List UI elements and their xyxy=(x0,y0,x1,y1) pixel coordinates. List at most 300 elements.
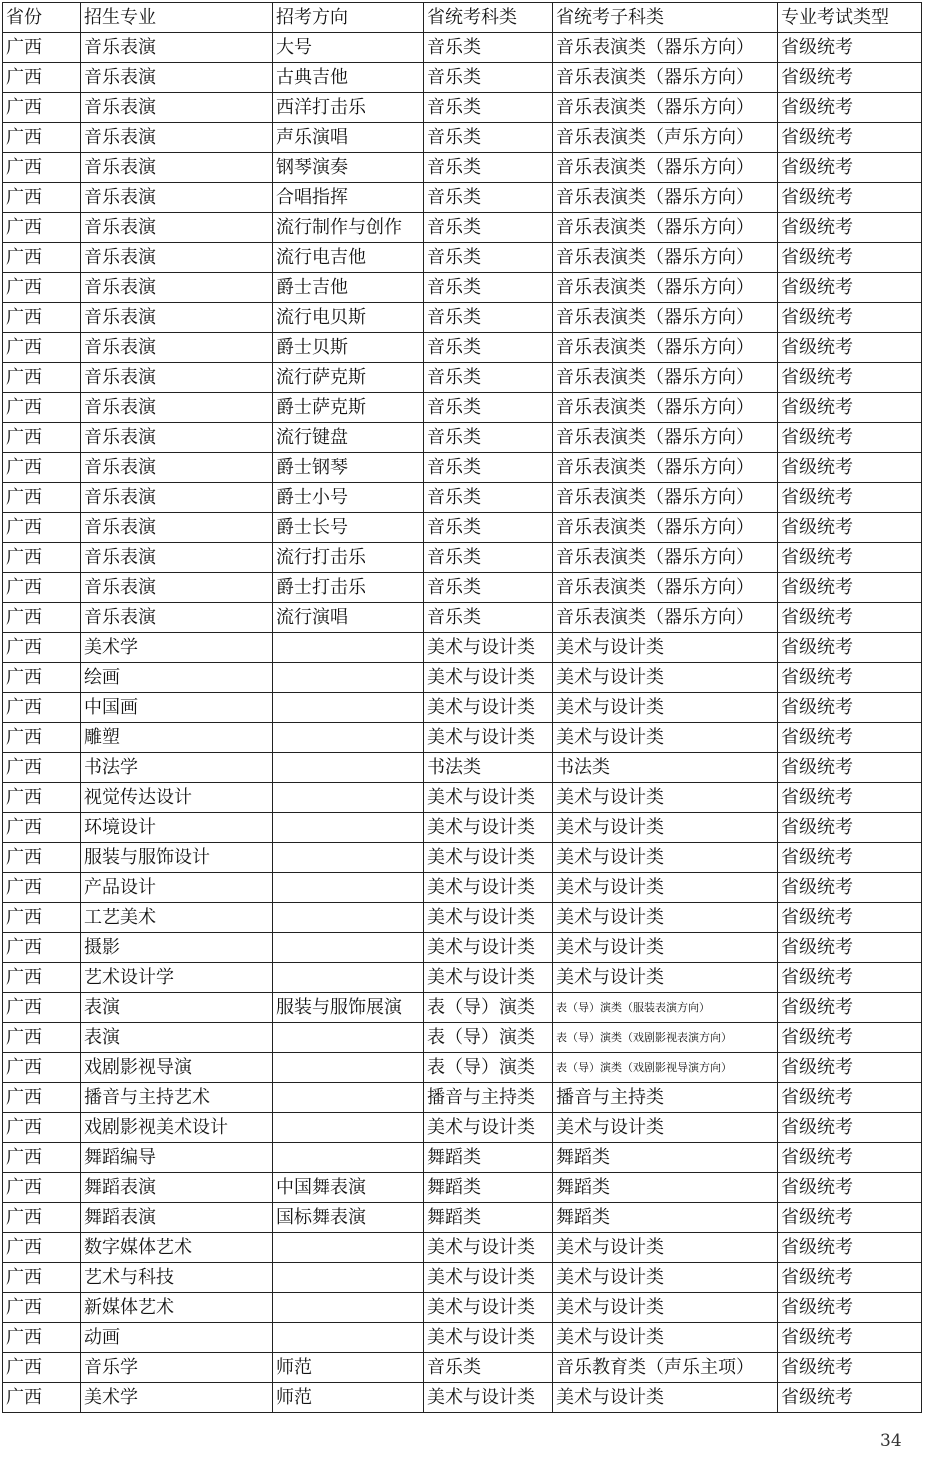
table-row xyxy=(3,723,922,753)
exam-type-cell: 省级统考 xyxy=(778,903,922,933)
province-cell: 广西 xyxy=(3,153,81,183)
exam-type-cell: 省级统考 xyxy=(778,753,922,783)
table-row xyxy=(3,873,922,903)
table-row xyxy=(3,783,922,813)
exam-category-cell: 美术与设计类 xyxy=(424,933,553,963)
direction-cell: 流行键盘 xyxy=(273,423,424,453)
table-row xyxy=(3,1203,922,1233)
province-cell: 广西 xyxy=(3,33,81,63)
major-cell: 产品设计 xyxy=(81,873,273,903)
direction-cell xyxy=(273,1083,424,1113)
exam-subcategory-cell: 美术与设计类 xyxy=(553,1233,778,1263)
province-cell: 广西 xyxy=(3,723,81,753)
major-cell: 音乐表演 xyxy=(81,483,273,513)
province-cell: 广西 xyxy=(3,1323,81,1353)
exam-category-cell: 舞蹈类 xyxy=(424,1173,553,1203)
major-cell: 美术学 xyxy=(81,633,273,663)
exam-type-cell: 省级统考 xyxy=(778,1023,922,1053)
exam-category-cell: 美术与设计类 xyxy=(424,843,553,873)
table-row xyxy=(3,153,922,183)
table-body xyxy=(3,33,922,1413)
direction-cell xyxy=(273,1293,424,1323)
table-row xyxy=(3,633,922,663)
direction-cell xyxy=(273,1143,424,1173)
exam-type-cell: 省级统考 xyxy=(778,1143,922,1173)
exam-subcategory-cell: 音乐表演类（器乐方向） xyxy=(553,333,778,363)
exam-type-cell: 省级统考 xyxy=(778,1053,922,1083)
table-row xyxy=(3,1383,922,1413)
exam-type-cell: 省级统考 xyxy=(778,93,922,123)
exam-category-cell: 美术与设计类 xyxy=(424,663,553,693)
direction-cell: 服装与服饰展演 xyxy=(273,993,424,1023)
table-row xyxy=(3,963,922,993)
direction-cell: 流行打击乐 xyxy=(273,543,424,573)
exam-subcategory-cell: 美术与设计类 xyxy=(553,813,778,843)
table-row xyxy=(3,93,922,123)
direction-cell xyxy=(273,1113,424,1143)
province-cell: 广西 xyxy=(3,393,81,423)
exam-type-cell: 省级统考 xyxy=(778,993,922,1023)
major-cell: 音乐表演 xyxy=(81,303,273,333)
exam-type-cell: 省级统考 xyxy=(778,543,922,573)
exam-type-cell: 省级统考 xyxy=(778,573,922,603)
exam-type-cell: 省级统考 xyxy=(778,183,922,213)
exam-type-cell: 省级统考 xyxy=(778,333,922,363)
exam-type-cell: 省级统考 xyxy=(778,423,922,453)
exam-category-cell: 书法类 xyxy=(424,753,553,783)
exam-category-cell: 播音与主持类 xyxy=(424,1083,553,1113)
direction-cell: 钢琴演奏 xyxy=(273,153,424,183)
exam-category-cell: 音乐类 xyxy=(424,393,553,423)
exam-subcategory-cell: 美术与设计类 xyxy=(553,1293,778,1323)
province-cell: 广西 xyxy=(3,573,81,603)
exam-type-cell: 省级统考 xyxy=(778,1323,922,1353)
admissions-table xyxy=(2,2,922,1413)
province-cell: 广西 xyxy=(3,813,81,843)
province-cell: 广西 xyxy=(3,963,81,993)
major-cell: 音乐表演 xyxy=(81,183,273,213)
province-cell: 广西 xyxy=(3,1203,81,1233)
direction-cell xyxy=(273,1023,424,1053)
exam-subcategory-cell: 音乐表演类（器乐方向） xyxy=(553,393,778,423)
province-cell: 广西 xyxy=(3,1353,81,1383)
exam-category-cell: 音乐类 xyxy=(424,243,553,273)
exam-category-cell: 音乐类 xyxy=(424,63,553,93)
direction-cell: 合唱指挥 xyxy=(273,183,424,213)
exam-type-cell: 省级统考 xyxy=(778,1233,922,1263)
table-row xyxy=(3,1353,922,1383)
exam-type-cell: 省级统考 xyxy=(778,393,922,423)
major-cell: 音乐表演 xyxy=(81,123,273,153)
exam-category-cell: 美术与设计类 xyxy=(424,723,553,753)
header-direction: 招考方向 xyxy=(273,3,424,33)
major-cell: 表演 xyxy=(81,993,273,1023)
exam-category-cell: 音乐类 xyxy=(424,543,553,573)
exam-subcategory-cell: 播音与主持类 xyxy=(553,1083,778,1113)
exam-category-cell: 表（导）演类 xyxy=(424,1023,553,1053)
exam-type-cell: 省级统考 xyxy=(778,1113,922,1143)
major-cell: 音乐表演 xyxy=(81,273,273,303)
table-row xyxy=(3,63,922,93)
direction-cell xyxy=(273,963,424,993)
province-cell: 广西 xyxy=(3,1143,81,1173)
exam-category-cell: 美术与设计类 xyxy=(424,1383,553,1413)
exam-category-cell: 美术与设计类 xyxy=(424,903,553,933)
exam-subcategory-cell: 美术与设计类 xyxy=(553,693,778,723)
table-row xyxy=(3,693,922,723)
direction-cell: 师范 xyxy=(273,1353,424,1383)
province-cell: 广西 xyxy=(3,783,81,813)
major-cell: 绘画 xyxy=(81,663,273,693)
major-cell: 音乐表演 xyxy=(81,153,273,183)
table-header-row xyxy=(3,3,922,33)
exam-subcategory-cell: 美术与设计类 xyxy=(553,783,778,813)
exam-category-cell: 美术与设计类 xyxy=(424,1233,553,1263)
exam-subcategory-cell: 表（导）演类（戏剧影视导演方向） xyxy=(553,1053,778,1083)
major-cell: 音乐表演 xyxy=(81,603,273,633)
exam-subcategory-cell: 美术与设计类 xyxy=(553,963,778,993)
exam-type-cell: 省级统考 xyxy=(778,363,922,393)
exam-category-cell: 音乐类 xyxy=(424,183,553,213)
exam-type-cell: 省级统考 xyxy=(778,963,922,993)
exam-type-cell: 省级统考 xyxy=(778,843,922,873)
exam-type-cell: 省级统考 xyxy=(778,1353,922,1383)
direction-cell: 声乐演唱 xyxy=(273,123,424,153)
exam-subcategory-cell: 音乐表演类（声乐方向） xyxy=(553,123,778,153)
header-exam-type: 专业考试类型 xyxy=(778,3,922,33)
direction-cell xyxy=(273,1053,424,1083)
major-cell: 舞蹈编导 xyxy=(81,1143,273,1173)
major-cell: 音乐表演 xyxy=(81,543,273,573)
table-row xyxy=(3,543,922,573)
exam-category-cell: 美术与设计类 xyxy=(424,633,553,663)
exam-subcategory-cell: 音乐表演类（器乐方向） xyxy=(553,243,778,273)
table-row xyxy=(3,213,922,243)
major-cell: 音乐表演 xyxy=(81,423,273,453)
exam-type-cell: 省级统考 xyxy=(778,1293,922,1323)
direction-cell: 国标舞表演 xyxy=(273,1203,424,1233)
exam-type-cell: 省级统考 xyxy=(778,723,922,753)
province-cell: 广西 xyxy=(3,363,81,393)
direction-cell xyxy=(273,663,424,693)
table-row xyxy=(3,933,922,963)
table-row xyxy=(3,303,922,333)
direction-cell: 爵士吉他 xyxy=(273,273,424,303)
province-cell: 广西 xyxy=(3,1053,81,1083)
exam-category-cell: 美术与设计类 xyxy=(424,1293,553,1323)
exam-category-cell: 美术与设计类 xyxy=(424,1323,553,1353)
major-cell: 音乐表演 xyxy=(81,363,273,393)
table-row xyxy=(3,1113,922,1143)
exam-subcategory-cell: 舞蹈类 xyxy=(553,1143,778,1173)
exam-type-cell: 省级统考 xyxy=(778,663,922,693)
exam-type-cell: 省级统考 xyxy=(778,243,922,273)
province-cell: 广西 xyxy=(3,123,81,153)
province-cell: 广西 xyxy=(3,903,81,933)
exam-category-cell: 音乐类 xyxy=(424,303,553,333)
major-cell: 音乐表演 xyxy=(81,573,273,603)
major-cell: 书法学 xyxy=(81,753,273,783)
exam-subcategory-cell: 美术与设计类 xyxy=(553,933,778,963)
exam-category-cell: 音乐类 xyxy=(424,333,553,363)
table-row xyxy=(3,273,922,303)
direction-cell xyxy=(273,1263,424,1293)
exam-subcategory-cell: 表（导）演类（服装表演方向） xyxy=(553,993,778,1023)
exam-type-cell: 省级统考 xyxy=(778,513,922,543)
province-cell: 广西 xyxy=(3,513,81,543)
major-cell: 数字媒体艺术 xyxy=(81,1233,273,1263)
exam-category-cell: 音乐类 xyxy=(424,483,553,513)
exam-subcategory-cell: 音乐表演类（器乐方向） xyxy=(553,273,778,303)
exam-type-cell: 省级统考 xyxy=(778,603,922,633)
direction-cell: 爵士贝斯 xyxy=(273,333,424,363)
direction-cell: 师范 xyxy=(273,1383,424,1413)
major-cell: 音乐表演 xyxy=(81,243,273,273)
exam-subcategory-cell: 音乐表演类（器乐方向） xyxy=(553,63,778,93)
major-cell: 戏剧影视导演 xyxy=(81,1053,273,1083)
exam-category-cell: 舞蹈类 xyxy=(424,1143,553,1173)
exam-type-cell: 省级统考 xyxy=(778,483,922,513)
header-major: 招生专业 xyxy=(81,3,273,33)
direction-cell: 流行制作与创作 xyxy=(273,213,424,243)
exam-category-cell: 美术与设计类 xyxy=(424,813,553,843)
exam-subcategory-cell: 美术与设计类 xyxy=(553,633,778,663)
direction-cell xyxy=(273,1233,424,1263)
major-cell: 新媒体艺术 xyxy=(81,1293,273,1323)
direction-cell xyxy=(273,873,424,903)
exam-subcategory-cell: 美术与设计类 xyxy=(553,903,778,933)
exam-subcategory-cell: 舞蹈类 xyxy=(553,1203,778,1233)
major-cell: 摄影 xyxy=(81,933,273,963)
exam-type-cell: 省级统考 xyxy=(778,303,922,333)
province-cell: 广西 xyxy=(3,873,81,903)
exam-category-cell: 音乐类 xyxy=(424,363,553,393)
province-cell: 广西 xyxy=(3,213,81,243)
province-cell: 广西 xyxy=(3,1233,81,1263)
province-cell: 广西 xyxy=(3,423,81,453)
table-row xyxy=(3,453,922,483)
exam-type-cell: 省级统考 xyxy=(778,1383,922,1413)
major-cell: 播音与主持艺术 xyxy=(81,1083,273,1113)
exam-subcategory-cell: 美术与设计类 xyxy=(553,723,778,753)
province-cell: 广西 xyxy=(3,1263,81,1293)
major-cell: 艺术设计学 xyxy=(81,963,273,993)
direction-cell: 爵士小号 xyxy=(273,483,424,513)
exam-subcategory-cell: 书法类 xyxy=(553,753,778,783)
major-cell: 音乐表演 xyxy=(81,393,273,423)
table-row xyxy=(3,1293,922,1323)
exam-category-cell: 表（导）演类 xyxy=(424,993,553,1023)
direction-cell: 爵士钢琴 xyxy=(273,453,424,483)
exam-subcategory-cell: 音乐表演类（器乐方向） xyxy=(553,213,778,243)
table-row xyxy=(3,513,922,543)
province-cell: 广西 xyxy=(3,183,81,213)
exam-category-cell: 表（导）演类 xyxy=(424,1053,553,1083)
exam-type-cell: 省级统考 xyxy=(778,633,922,663)
exam-subcategory-cell: 音乐表演类（器乐方向） xyxy=(553,543,778,573)
major-cell: 舞蹈表演 xyxy=(81,1203,273,1233)
exam-subcategory-cell: 音乐表演类（器乐方向） xyxy=(553,513,778,543)
table-row xyxy=(3,1173,922,1203)
exam-type-cell: 省级统考 xyxy=(778,1083,922,1113)
table-row xyxy=(3,843,922,873)
direction-cell: 古典吉他 xyxy=(273,63,424,93)
major-cell: 雕塑 xyxy=(81,723,273,753)
province-cell: 广西 xyxy=(3,453,81,483)
major-cell: 音乐表演 xyxy=(81,333,273,363)
table-row xyxy=(3,183,922,213)
table-row xyxy=(3,603,922,633)
major-cell: 戏剧影视美术设计 xyxy=(81,1113,273,1143)
province-cell: 广西 xyxy=(3,693,81,723)
direction-cell xyxy=(273,753,424,783)
page-number: 34 xyxy=(880,1431,902,1451)
table-row xyxy=(3,663,922,693)
province-cell: 广西 xyxy=(3,93,81,123)
exam-category-cell: 美术与设计类 xyxy=(424,783,553,813)
table-row xyxy=(3,1023,922,1053)
exam-category-cell: 美术与设计类 xyxy=(424,1263,553,1293)
province-cell: 广西 xyxy=(3,273,81,303)
province-cell: 广西 xyxy=(3,1293,81,1323)
exam-type-cell: 省级统考 xyxy=(778,783,922,813)
direction-cell xyxy=(273,933,424,963)
direction-cell: 西洋打击乐 xyxy=(273,93,424,123)
exam-subcategory-cell: 音乐表演类（器乐方向） xyxy=(553,423,778,453)
exam-type-cell: 省级统考 xyxy=(778,933,922,963)
province-cell: 广西 xyxy=(3,333,81,363)
major-cell: 动画 xyxy=(81,1323,273,1353)
direction-cell: 流行电贝斯 xyxy=(273,303,424,333)
direction-cell xyxy=(273,903,424,933)
exam-type-cell: 省级统考 xyxy=(778,453,922,483)
exam-category-cell: 音乐类 xyxy=(424,273,553,303)
header-exam-subcategory: 省统考子科类 xyxy=(553,3,778,33)
direction-cell xyxy=(273,843,424,873)
direction-cell: 爵士萨克斯 xyxy=(273,393,424,423)
table-row xyxy=(3,243,922,273)
exam-category-cell: 美术与设计类 xyxy=(424,963,553,993)
major-cell: 艺术与科技 xyxy=(81,1263,273,1293)
table-row xyxy=(3,573,922,603)
exam-subcategory-cell: 美术与设计类 xyxy=(553,663,778,693)
exam-subcategory-cell: 音乐表演类（器乐方向） xyxy=(553,153,778,183)
exam-category-cell: 美术与设计类 xyxy=(424,693,553,723)
exam-type-cell: 省级统考 xyxy=(778,873,922,903)
exam-type-cell: 省级统考 xyxy=(778,33,922,63)
exam-subcategory-cell: 音乐表演类（器乐方向） xyxy=(553,363,778,393)
table-row xyxy=(3,123,922,153)
exam-type-cell: 省级统考 xyxy=(778,273,922,303)
table-row xyxy=(3,1233,922,1263)
exam-type-cell: 省级统考 xyxy=(778,1203,922,1233)
province-cell: 广西 xyxy=(3,633,81,663)
direction-cell: 爵士打击乐 xyxy=(273,573,424,603)
major-cell: 音乐表演 xyxy=(81,93,273,123)
direction-cell: 流行电吉他 xyxy=(273,243,424,273)
province-cell: 广西 xyxy=(3,603,81,633)
exam-subcategory-cell: 音乐表演类（器乐方向） xyxy=(553,93,778,123)
exam-category-cell: 音乐类 xyxy=(424,123,553,153)
exam-type-cell: 省级统考 xyxy=(778,813,922,843)
table-row xyxy=(3,903,922,933)
exam-category-cell: 音乐类 xyxy=(424,1353,553,1383)
major-cell: 视觉传达设计 xyxy=(81,783,273,813)
exam-type-cell: 省级统考 xyxy=(778,123,922,153)
exam-category-cell: 音乐类 xyxy=(424,213,553,243)
province-cell: 广西 xyxy=(3,663,81,693)
major-cell: 音乐表演 xyxy=(81,453,273,483)
exam-category-cell: 音乐类 xyxy=(424,573,553,603)
exam-subcategory-cell: 音乐表演类（器乐方向） xyxy=(553,573,778,603)
exam-category-cell: 美术与设计类 xyxy=(424,1113,553,1143)
exam-type-cell: 省级统考 xyxy=(778,213,922,243)
table-row xyxy=(3,1053,922,1083)
exam-type-cell: 省级统考 xyxy=(778,1173,922,1203)
major-cell: 音乐表演 xyxy=(81,33,273,63)
exam-subcategory-cell: 美术与设计类 xyxy=(553,873,778,903)
province-cell: 广西 xyxy=(3,753,81,783)
exam-category-cell: 音乐类 xyxy=(424,93,553,123)
direction-cell: 流行演唱 xyxy=(273,603,424,633)
table-row xyxy=(3,393,922,423)
exam-subcategory-cell: 美术与设计类 xyxy=(553,1383,778,1413)
province-cell: 广西 xyxy=(3,1023,81,1053)
major-cell: 服装与服饰设计 xyxy=(81,843,273,873)
exam-subcategory-cell: 音乐表演类（器乐方向） xyxy=(553,453,778,483)
direction-cell xyxy=(273,1323,424,1353)
exam-subcategory-cell: 舞蹈类 xyxy=(553,1173,778,1203)
exam-subcategory-cell: 美术与设计类 xyxy=(553,843,778,873)
table-row xyxy=(3,1143,922,1173)
major-cell: 舞蹈表演 xyxy=(81,1173,273,1203)
table-row xyxy=(3,483,922,513)
direction-cell: 流行萨克斯 xyxy=(273,363,424,393)
province-cell: 广西 xyxy=(3,993,81,1023)
direction-cell xyxy=(273,633,424,663)
table-row xyxy=(3,813,922,843)
province-cell: 广西 xyxy=(3,303,81,333)
table-row xyxy=(3,33,922,63)
exam-subcategory-cell: 音乐表演类（器乐方向） xyxy=(553,183,778,213)
exam-subcategory-cell: 美术与设计类 xyxy=(553,1113,778,1143)
major-cell: 工艺美术 xyxy=(81,903,273,933)
major-cell: 音乐学 xyxy=(81,1353,273,1383)
province-cell: 广西 xyxy=(3,933,81,963)
exam-subcategory-cell: 音乐表演类（器乐方向） xyxy=(553,33,778,63)
major-cell: 音乐表演 xyxy=(81,213,273,243)
direction-cell: 大号 xyxy=(273,33,424,63)
major-cell: 音乐表演 xyxy=(81,63,273,93)
major-cell: 音乐表演 xyxy=(81,513,273,543)
exam-category-cell: 美术与设计类 xyxy=(424,873,553,903)
direction-cell xyxy=(273,783,424,813)
exam-subcategory-cell: 音乐表演类（器乐方向） xyxy=(553,603,778,633)
province-cell: 广西 xyxy=(3,843,81,873)
table-row xyxy=(3,423,922,453)
exam-type-cell: 省级统考 xyxy=(778,153,922,183)
table-row xyxy=(3,333,922,363)
table-row xyxy=(3,1323,922,1353)
table-row xyxy=(3,753,922,783)
direction-cell xyxy=(273,693,424,723)
exam-subcategory-cell: 音乐表演类（器乐方向） xyxy=(553,483,778,513)
exam-subcategory-cell: 音乐教育类（声乐主项） xyxy=(553,1353,778,1383)
exam-type-cell: 省级统考 xyxy=(778,1263,922,1293)
exam-category-cell: 音乐类 xyxy=(424,423,553,453)
direction-cell: 中国舞表演 xyxy=(273,1173,424,1203)
province-cell: 广西 xyxy=(3,1383,81,1413)
